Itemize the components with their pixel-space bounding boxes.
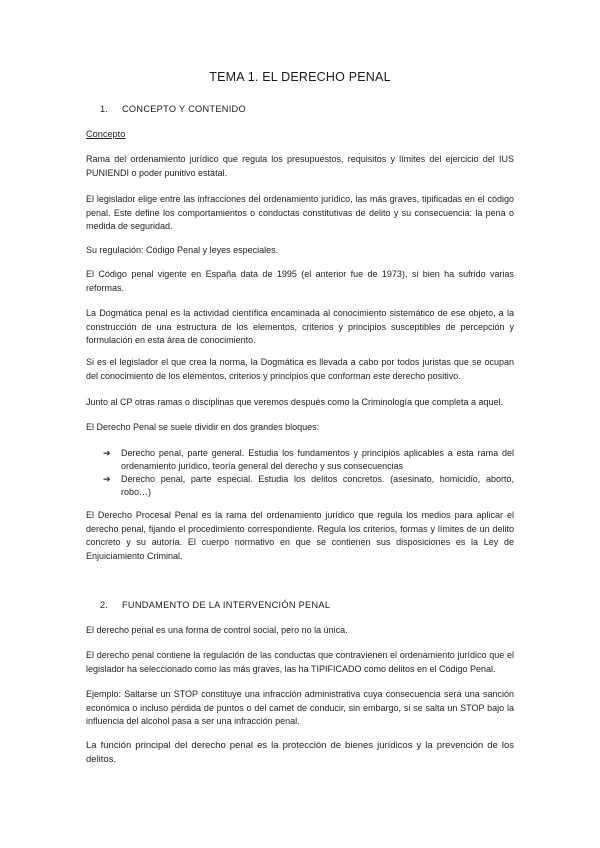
- paragraph: Junto al CP otras ramas o disciplinas que veremos después como la Criminología que completa a aquel.: [86, 397, 504, 407]
- subheading-concepto: Concepto: [86, 129, 126, 139]
- section-heading-1: [100, 103, 246, 117]
- section-number: 1.: [100, 104, 109, 114]
- paragraph: El Derecho Procesal Penal es la rama del ordenamiento jurídico que regula los medios para aplicar el derecho penal, fijando el procedimiento correspondiente. Regula los criterios, formas y límites de un delito concreto y su autoría. El cuerpo normativo en que se contienen sus disposiciones es la Ley de Enjuiciamiento Criminal.: [86, 510, 514, 561]
- arrow-icon: ➔: [103, 448, 111, 458]
- paragraph: Ejemplo: Saltarse un STOP constituye una infracción administrativa cuya consecuencia será una sanción económica o incluso pérdida de puntos o del carnet de conducir, sin embargo, si se salta un STOP bajo la influencia del alcohol pasa a ser una infracción penal.: [86, 689, 514, 726]
- list-item-text: Derecho penal, parte general. Estudia los fundamentos y principios aplicables a esta rama del ordenamiento jurídico, teoría general del derecho y sus consecuencias: [121, 448, 514, 471]
- list-item: [103, 473, 514, 499]
- paragraph: El derecho penal contiene la regulación de las conductas que contravienen el ordenamiento jurídico que el legislador ha seleccionado como las más graves, las ha TIPIFICADO como delitos en el Código Penal.: [86, 650, 514, 674]
- list-item: [103, 447, 514, 473]
- bullet-list: [103, 447, 514, 499]
- paragraph: El Código penal vigente en España data de 1995 (el anterior fue de 1973), si bien ha sufrido varias reformas.: [86, 269, 514, 293]
- paragraph: Su regulación: Código Penal y leyes especiales.: [86, 245, 279, 255]
- paragraph: Si es el legislador el que crea la norma, la Dogmática es llevada a cabo por todos juristas que se ocupan del conocimiento de los elementos, criterios y principios que conforman este derecho positivo.: [86, 357, 514, 381]
- section-title: FUNDAMENTO DE LA INTERVENCIÓN PENAL: [122, 600, 331, 610]
- paragraph: El Derecho Penal se suele dividir en dos grandes bloques:: [86, 422, 320, 432]
- paragraph: El derecho penal es una forma de control social, pero no la única.: [86, 625, 348, 635]
- paragraph: El legislador elige entre las infracciones del ordenamiento jurídico, las más graves, tipificadas en el código penal. Este define los comportamientos o conductas constitutivas de delito y su consecuencia: la pena o medida de seguridad.: [86, 194, 514, 231]
- document-title: TEMA 1. EL DERECHO PENAL: [209, 70, 391, 84]
- section-number: 2.: [100, 600, 109, 610]
- paragraph: Rama del ordenamiento jurídico que regula los presupuestos, requisitos y límites del ejercicio del IUS PUNIENDI o poder punitivo estatal.: [86, 154, 514, 178]
- paragraph: La función principal del derecho penal es la protección de bienes jurídicos y la prevención de los delitos.: [86, 740, 514, 765]
- section-heading-2: [100, 599, 330, 613]
- arrow-icon: ➔: [103, 474, 111, 484]
- paragraph: La Dogmática penal es la actividad científica encaminada al conocimiento sistemático de ese objeto, a la construcción de una estructura de los elementos, criterios y principios susceptibles de percepción y formulación en esta área de conocimiento.: [86, 308, 514, 345]
- list-item-text: Derecho penal, parte especial. Estudia los delitos concretos. (asesinato, homicidio, aborto, robo…): [121, 474, 514, 497]
- section-title: CONCEPTO Y CONTENIDO: [122, 104, 246, 114]
